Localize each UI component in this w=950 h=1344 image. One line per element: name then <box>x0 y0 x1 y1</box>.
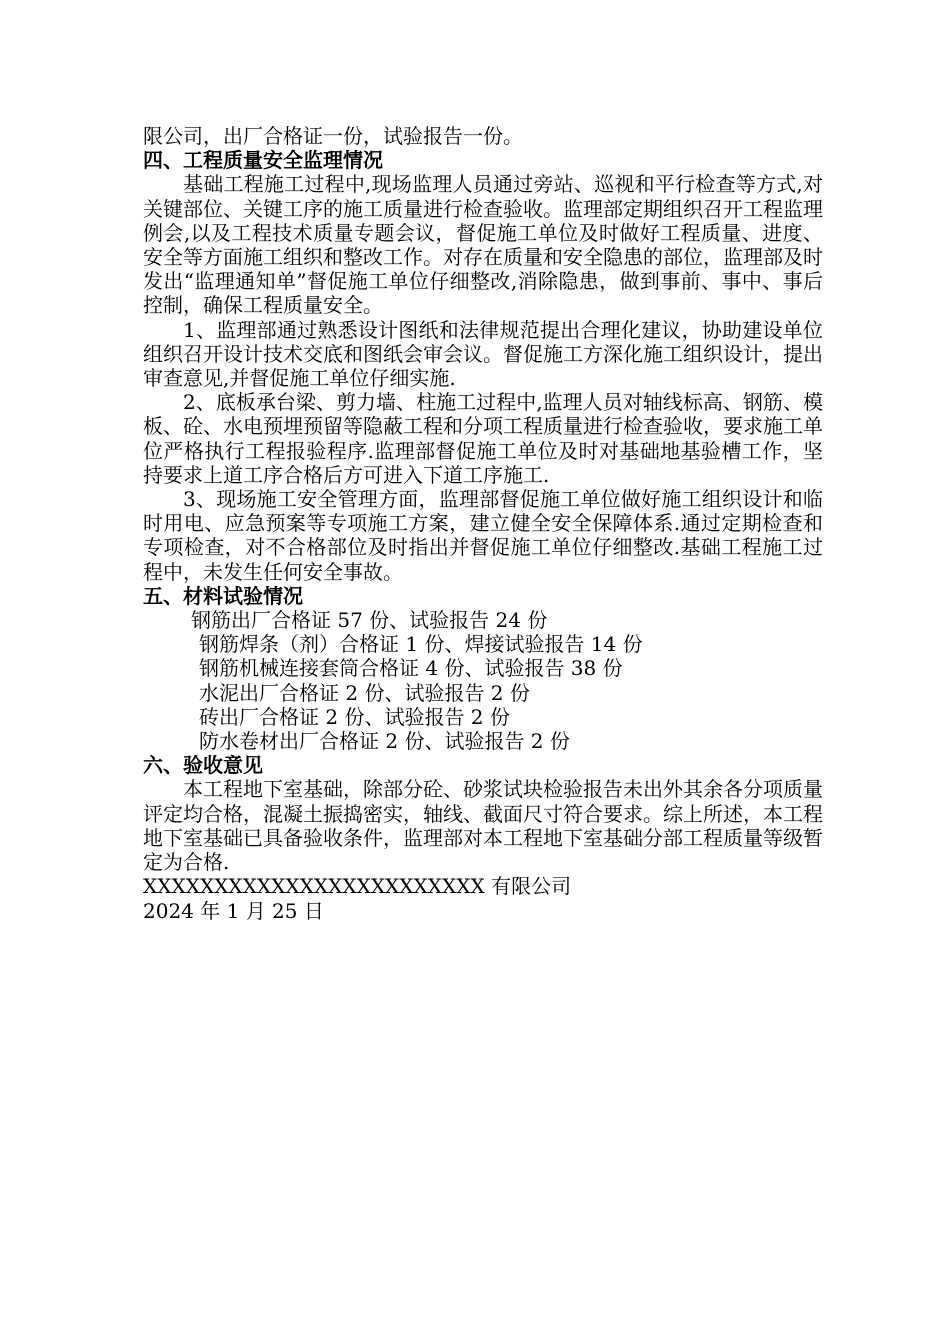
section6-paragraph: 本工程地下室基础，除部分砼、砂浆试块检验报告未出外其余各分项质量评定均合格，混凝土振捣密实，轴线、截面尺寸符合要求。综上所述，本工程地下室基础已具备验收条件，监理部对本工程地下室基础分部工程质量等级暂定为合格. <box>143 777 823 875</box>
section6-heading: 六、验收意见 <box>143 753 263 778</box>
section4-paragraph-main: 基础工程施工过程中,现场监理人员通过旁站、巡视和平行检查等方式,对关键部位、关键工序的施工质量进行检查验收。监理部定期组织召开工程监理例会,以及工程技术质量专题会议，督促施工单位及时做好工程质量、进度、安全等方面施工组织和整改工作。对存在质量和安全隐患的部位，监理部及时发出“监理通知单”督促施工单位仔细整改,消除隐患，做到事前、事中、事后控制，确保工程质量安全。 <box>143 172 823 318</box>
section4-heading: 四、工程质量安全监理情况 <box>143 148 383 173</box>
list-item: 钢筋机械连接套筒合格证 4 份、试验报告 38 份 <box>199 656 623 681</box>
section4-item-1: 1、监理部通过熟悉设计图纸和法律规范提出合理化建议，协助建设单位组织召开设计技术交底和图纸会审会议。督促施工方深化施工组织设计，提出审查意见,并督促施工单位仔细实施. <box>143 317 823 391</box>
signature-date: 2024 年 1 月 25 日 <box>143 898 324 923</box>
section4-item-3: 3、现场施工安全管理方面，监理部督促施工单位做好施工组织设计和临时用电、应急预案等专项施工方案，建立健全安全保障体系.通过定期检查和专项检查，对不合格部位及时指出并督促施工单位仔细整改.基础工程施工过程中，未发生任何安全事故。 <box>143 487 823 584</box>
list-item: 钢筋焊条（剂）合格证 1 份、焊接试验报告 14 份 <box>199 632 643 657</box>
signature-company: XXXXXXXXXXXXXXXXXXXXXXXX 有限公司 <box>143 874 572 899</box>
list-item: 水泥出厂合格证 2 份、试验报告 2 份 <box>199 680 530 705</box>
section5-heading: 五、材料试验情况 <box>143 583 303 608</box>
list-item: 钢筋出厂合格证 57 份、试验报告 24 份 <box>191 608 548 633</box>
list-item: 砖出厂合格证 2 份、试验报告 2 份 <box>199 704 510 729</box>
document-page <box>143 124 823 923</box>
intro-line: 限公司，出厂合格证一份，试验报告一份。 <box>143 124 523 148</box>
list-item: 防水卷材出厂合格证 2 份、试验报告 2 份 <box>199 729 570 754</box>
materials-list <box>143 608 823 753</box>
section4-item-2: 2、底板承台梁、剪力墙、柱施工过程中,监理人员对轴线标高、钢筋、模板、砼、水电预埋预留等隐蔽工程和分项工程质量进行检查验收，要求施工单位严格执行工程报验程序.监理部督促施工单位及时对基础地基验槽工作，坚持要求上道工序合格后方可进入下道工序施工. <box>143 390 823 487</box>
